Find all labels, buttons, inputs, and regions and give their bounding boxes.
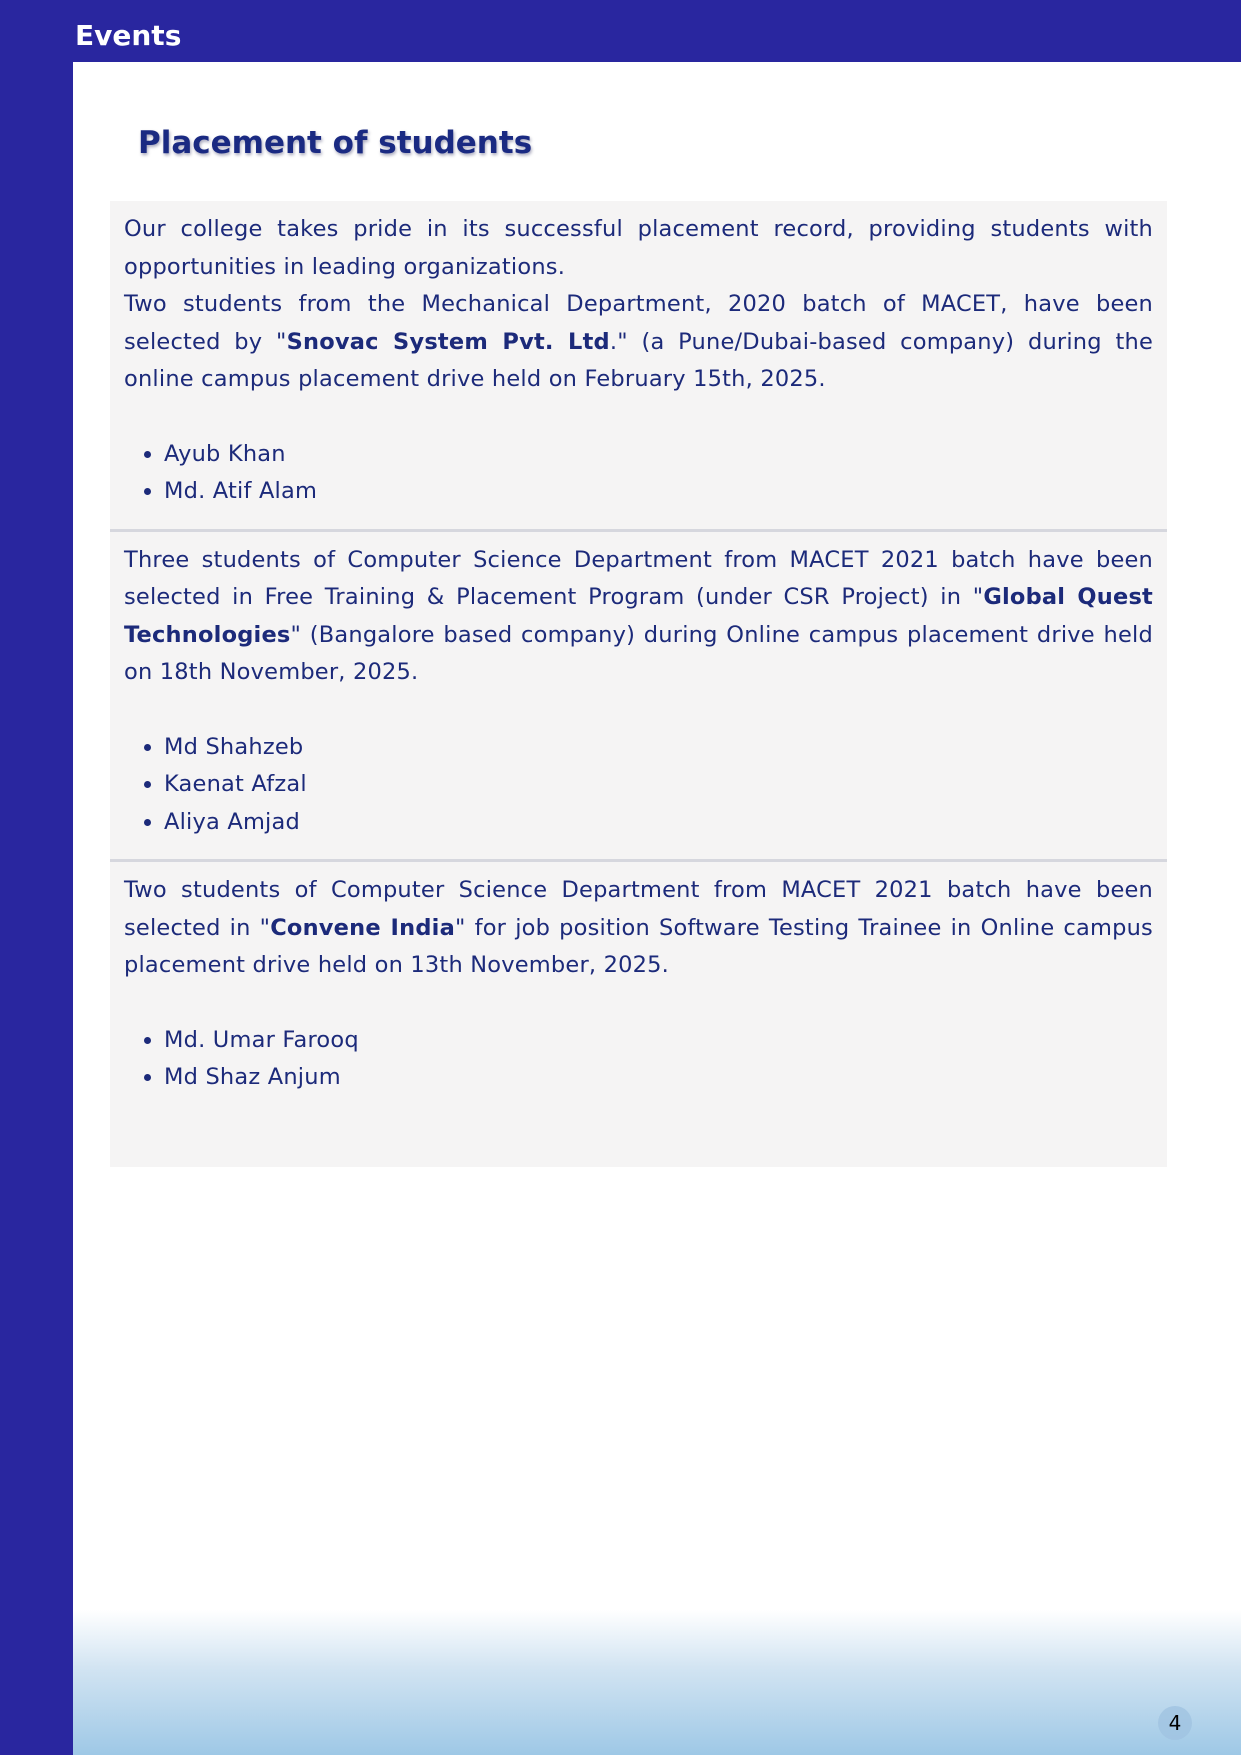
student-name: • Md. Atif Alam (164, 473, 1153, 511)
company-name: Snovac System Pvt. Ltd (286, 328, 610, 355)
page-title: Placement of students (138, 125, 533, 161)
student-name: • Md. Umar Farooq (164, 1022, 1153, 1060)
left-sidebar-bar (0, 0, 73, 1755)
footer-gradient (73, 1610, 1241, 1755)
company-name: Convene India (270, 914, 455, 941)
student-name: • Ayub Khan (164, 436, 1153, 474)
student-name: • Aliya Amjad (164, 804, 1153, 842)
student-name: • Md Shaz Anjum (164, 1059, 1153, 1097)
placement-section-convene (110, 862, 1167, 1115)
paragraph-text: " (Bangalore based company) during Online campus placement drive held on 18th November, 2025. (124, 621, 1153, 685)
placement-paragraph (124, 542, 1153, 692)
placement-paragraph (124, 286, 1153, 399)
student-name: • Kaenat Afzal (164, 766, 1153, 804)
company-name: Global Quest Technologies (124, 584, 1153, 648)
student-list (124, 436, 1153, 511)
student-list (124, 729, 1153, 842)
paragraph-text: Two students from the Mechanical Department, 2020 batch of MACET, have been selected by " (124, 291, 1153, 355)
student-list (124, 1022, 1153, 1097)
intro-paragraph (124, 211, 1153, 286)
placement-section-mechanical (110, 201, 1167, 529)
student-name: • Md Shahzeb (164, 729, 1153, 767)
page-number: 4 (1158, 1706, 1192, 1740)
paragraph-text: Our college takes pride in its successful placement record, providing students with opportunities in leading organizations. (124, 216, 1153, 280)
header-bar (0, 0, 1241, 62)
paragraph-text: " for job position Software Testing Trainee in Online campus placement drive held on 13th November, 2025. (124, 914, 1153, 978)
placement-paragraph (124, 872, 1153, 985)
paragraph-text: Two students of Computer Science Department from MACET 2021 batch have been selected in " (124, 877, 1153, 941)
placement-section-global-quest (110, 532, 1167, 860)
placement-content (110, 201, 1167, 1167)
paragraph-text: ." (a Pune/Dubai-based company) during the online campus placement drive held on February 15th, 2025. (124, 328, 1154, 392)
paragraph-text: Three students of Computer Science Department from MACET 2021 batch have been selected in Free Training & Placement Program (under CSR Project) in " (124, 546, 1153, 610)
header-title: Events (75, 19, 182, 52)
